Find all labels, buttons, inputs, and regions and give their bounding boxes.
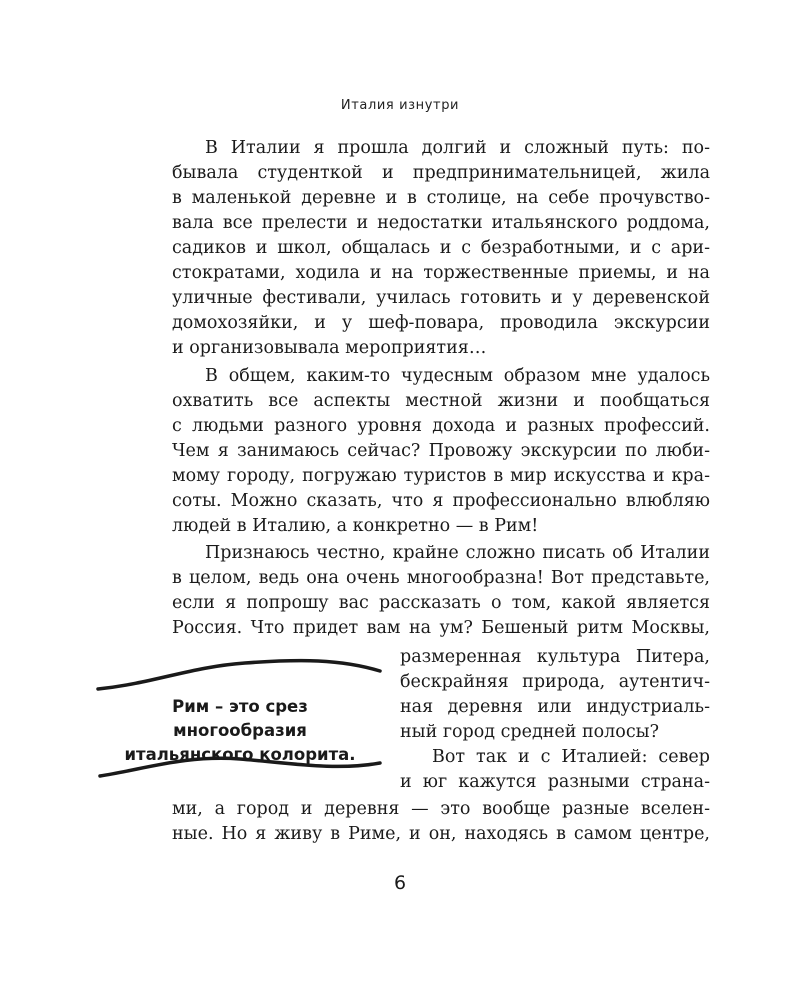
body-line: бескрайняя природа, аутентич- <box>400 672 710 692</box>
body-line: охватить все аспекты местной жизни и пообщаться <box>172 391 710 411</box>
pull-quote-line: итальянского колорита. <box>124 745 356 764</box>
body-line: людей в Италию, а конкретно — в Рим! <box>172 516 539 536</box>
body-line: стократами, ходила и на торжественные приемы, и на <box>172 263 710 283</box>
body-line: Чем я занимаюсь сейчас? Провожу экскурсии по люби- <box>172 441 710 461</box>
pull-quote-line: многообразия <box>173 721 307 740</box>
body-line: в целом, ведь она очень многообразна! Вот представьте, <box>172 568 710 588</box>
body-line: Признаюсь честно, крайне сложно писать об Италии <box>205 543 710 563</box>
body-line: ная деревня или индустриаль- <box>400 697 710 717</box>
body-line: с людьми разного уровня дохода и разных профессий. <box>172 416 710 436</box>
pull-quote-line: Рим – это срез <box>172 697 308 716</box>
body-line: домохозяйки, и у шеф-повара, проводила экскурсии <box>172 313 710 333</box>
body-line: и юг кажутся разными страна- <box>400 772 710 792</box>
body-line: соты. Можно сказать, что я профессионально влюбляю <box>172 491 710 511</box>
body-line: ный город средней полосы? <box>400 722 659 742</box>
body-line: Россия. Что придет вам на ум? Бешеный ритм Москвы, <box>172 618 710 638</box>
body-line: если я попрошу вас рассказать о том, какой является <box>172 593 710 613</box>
page-number: 6 <box>393 872 407 894</box>
body-line: вала все прелести и недостатки итальянского роддома, <box>172 213 710 233</box>
pull-quote <box>95 645 385 785</box>
body-line: ные. Но я живу в Риме, и он, находясь в самом центре, <box>172 824 710 844</box>
body-line: бывала студенткой и предпринимательницей, жила <box>172 163 710 183</box>
pull-quote-text <box>95 695 385 767</box>
body-line: ми, а город и деревня — это вообще разные вселен- <box>172 799 710 819</box>
body-line: в маленькой деревне и в столице, на себе прочувство- <box>172 188 710 208</box>
body-line: размеренная культура Питера, <box>400 647 710 667</box>
body-line: Вот так и с Италией: север <box>432 747 710 767</box>
body-line: В Италии я прошла долгий и сложный путь: по- <box>205 138 710 158</box>
body-line: и организовывала мероприятия… <box>172 338 487 358</box>
body-line: мому городу, погружаю туристов в мир искусства и кра- <box>172 466 710 486</box>
body-line: садиков и школ, общалась и с безработными, и с ари- <box>172 238 710 258</box>
body-line: уличные фестивали, училась готовить и у деревенской <box>172 288 710 308</box>
running-header: Италия изнутри <box>340 98 460 113</box>
body-line: В общем, каким-то чудесным образом мне удалось <box>205 366 710 386</box>
